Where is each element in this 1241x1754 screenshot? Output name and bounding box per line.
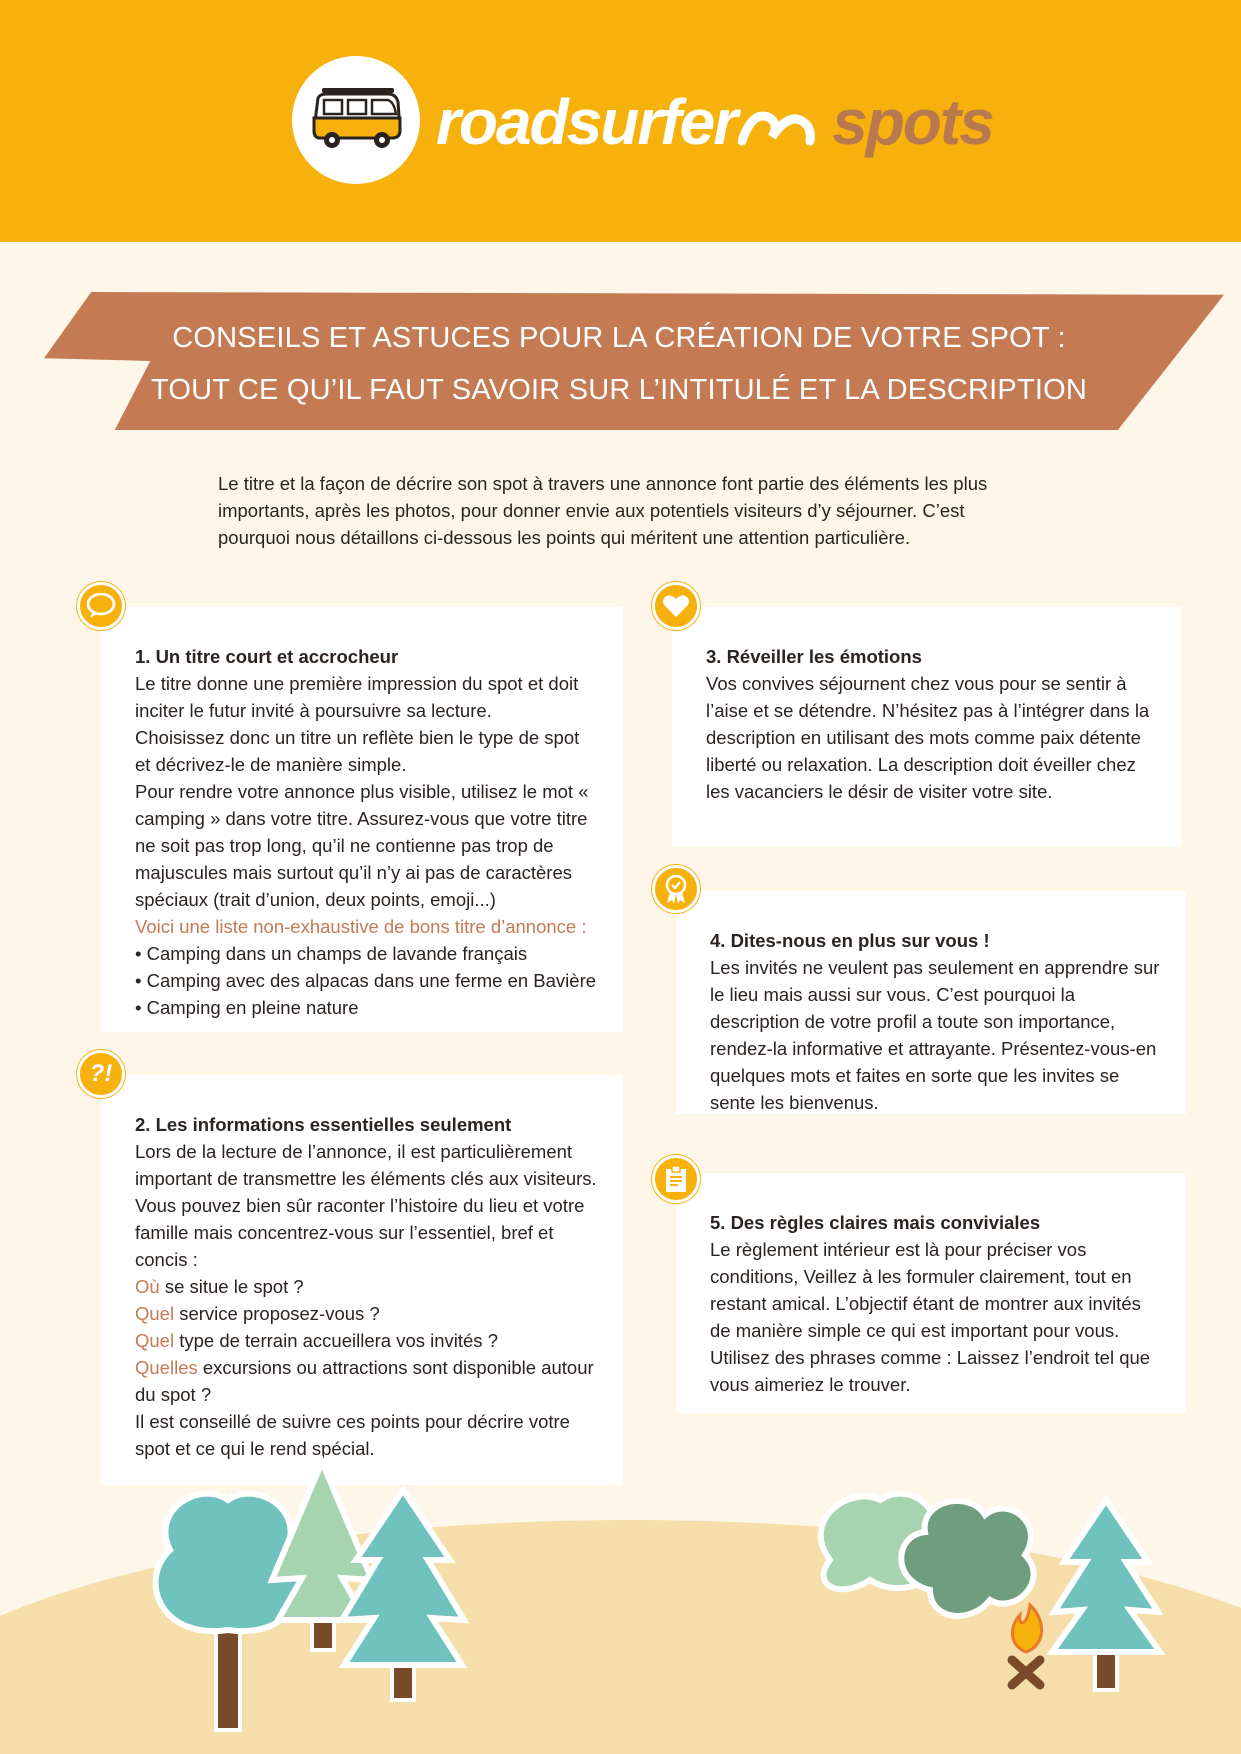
- card-paragraph: Lors de la lecture de l’annonce, il est particulièrement important de transmettre les éléments clés aux visiteurs. Vous pouvez bien sûr raconter l’histoire du lieu et votre famille mais concentrez-vous sur l’essentiel, bref et concis :: [135, 1141, 597, 1270]
- card-about-you: [676, 891, 1186, 1114]
- banner-line-1: CONSEILS ET ASTUCES POUR LA CRÉATION DE VOTRE SPOT :: [172, 322, 1066, 354]
- brand-logo: [436, 82, 993, 162]
- card-title: 2. Les informations essentielles seulement: [135, 1114, 512, 1135]
- card-title: 5. Des règles claires mais conviviales: [710, 1212, 1041, 1233]
- question-word: Quel: [135, 1330, 175, 1351]
- question-word: Quelles: [135, 1357, 198, 1378]
- banner-line-2: TOUT CE QU’IL FAUT SAVOIR SUR L’INTITULÉ ET LA DESCRIPTION: [150, 374, 1088, 406]
- pine-tree-icon: [342, 1490, 464, 1700]
- intro-paragraph: Le titre et la façon de décrire son spot à travers une annonce font partie des éléments les plus importants, après les photos, pour donner envie aux potentiels visiteurs d’y séjourner. C’est pourquoi nous détaillons ci-dessous les points qui méritent une attention particulière.: [218, 473, 988, 548]
- heart-badge: [652, 582, 700, 630]
- logo-badge: [292, 56, 420, 184]
- card-paragraph: Le règlement intérieur est là pour préciser vos conditions, Veillez à les formuler clairement, tout en restant amical. L’objectif étant de montrer aux invités de manière simple ce qui est important pour vous. Utilisez des phrases comme : Laissez l’endroit tel que vous aimeriez le trouver.: [710, 1239, 1151, 1395]
- award-ribbon-icon: [662, 873, 690, 905]
- question-line: [135, 1300, 599, 1327]
- round-tree-icon: [156, 1494, 301, 1730]
- wave-icon: [738, 107, 816, 147]
- question-word: Où: [135, 1276, 160, 1297]
- campfire-icon: [1012, 1605, 1042, 1685]
- card-paragraph: Il est conseillé de suivre ces points pour décrire votre spot et ce qui le rend spécial.: [135, 1411, 570, 1459]
- question-text: se situe le spot ?: [159, 1276, 304, 1297]
- card-paragraph: Pour rendre votre annonce plus visible, utilisez le mot « camping » dans votre titre. Assurez-vous que votre titre ne soit pas trop long, qu’il ne contienne pas trop de majuscules mais surtout qu’il n’y ai pas de caractères spéciaux (trait d’union, deux points, emoji...): [135, 781, 589, 910]
- card-title: 4. Dites-nous en plus sur vous !: [710, 930, 990, 951]
- speech-bubble-icon: [86, 593, 116, 619]
- question-text: type de terrain accueillera vos invités ?: [174, 1330, 498, 1351]
- heart-icon: [662, 593, 690, 619]
- speech-bubble-badge: [77, 582, 125, 630]
- clipboard-badge: [652, 1155, 700, 1203]
- list-heading: Voici une liste non-exhaustive de bons titre d’annonce :: [135, 916, 587, 937]
- question-text: excursions ou attractions sont disponible autour du spot ?: [135, 1357, 594, 1405]
- card-title-tips: [101, 607, 623, 1032]
- card-rules: [676, 1173, 1186, 1413]
- pine-tree-icon: [1052, 1500, 1160, 1690]
- banner-title: [44, 312, 1194, 416]
- award-badge: [652, 865, 700, 913]
- list-item: • Camping avec des alpacas dans une ferme en Bavière: [135, 970, 597, 991]
- card-paragraph: Le titre donne une première impression du spot et doit inciter le futur invité à poursuivre sa lecture.: [135, 673, 579, 721]
- card-paragraph: Les invités ne veulent pas seulement en apprendre sur le lieu mais aussi sur vous. C’est pourquoi la description de votre profil a toute son importance, rendez-la informative et attrayante. Présentez-vous-en quelques mots et faites en sorte que les invites se sente les bienvenus.: [710, 957, 1160, 1113]
- bush-icon: [821, 1494, 1034, 1616]
- clipboard-icon: [664, 1165, 688, 1193]
- forest-scenery: [0, 1440, 1241, 1754]
- camper-van-icon: [310, 86, 402, 152]
- card-title: 3. Réveiller les émotions: [706, 646, 922, 667]
- list-item: • Camping en pleine nature: [135, 997, 359, 1018]
- question-word: Quel: [135, 1303, 175, 1324]
- card-essential-info: [101, 1075, 623, 1485]
- exclamation-badge: [77, 1050, 125, 1098]
- brand-product: spots: [832, 86, 993, 158]
- card-emotions: [672, 607, 1181, 847]
- header-bar: [0, 0, 1241, 242]
- brand-name: roadsurfer: [436, 86, 737, 158]
- list-item: • Camping dans un champs de lavande français: [135, 943, 528, 964]
- interrobang-icon: ?!: [89, 1060, 113, 1087]
- card-paragraph: Vos convives séjournent chez vous pour se sentir à l’aise et se détendre. N’hésitez pas à l’intégrer dans la description en utilisant des mots comme paix détente liberté ou relaxation. La description doit éveiller chez les vacanciers le désir de visiter votre site.: [706, 673, 1150, 802]
- question-text: service proposez-vous ?: [174, 1303, 380, 1324]
- card-title: 1. Un titre court et accrocheur: [135, 646, 399, 667]
- question-line: [135, 1273, 599, 1300]
- question-line: [135, 1354, 599, 1408]
- card-paragraph: Choisissez donc un titre un reflète bien le type de spot et décrivez-le de manière simple.: [135, 727, 580, 775]
- question-line: [135, 1327, 599, 1354]
